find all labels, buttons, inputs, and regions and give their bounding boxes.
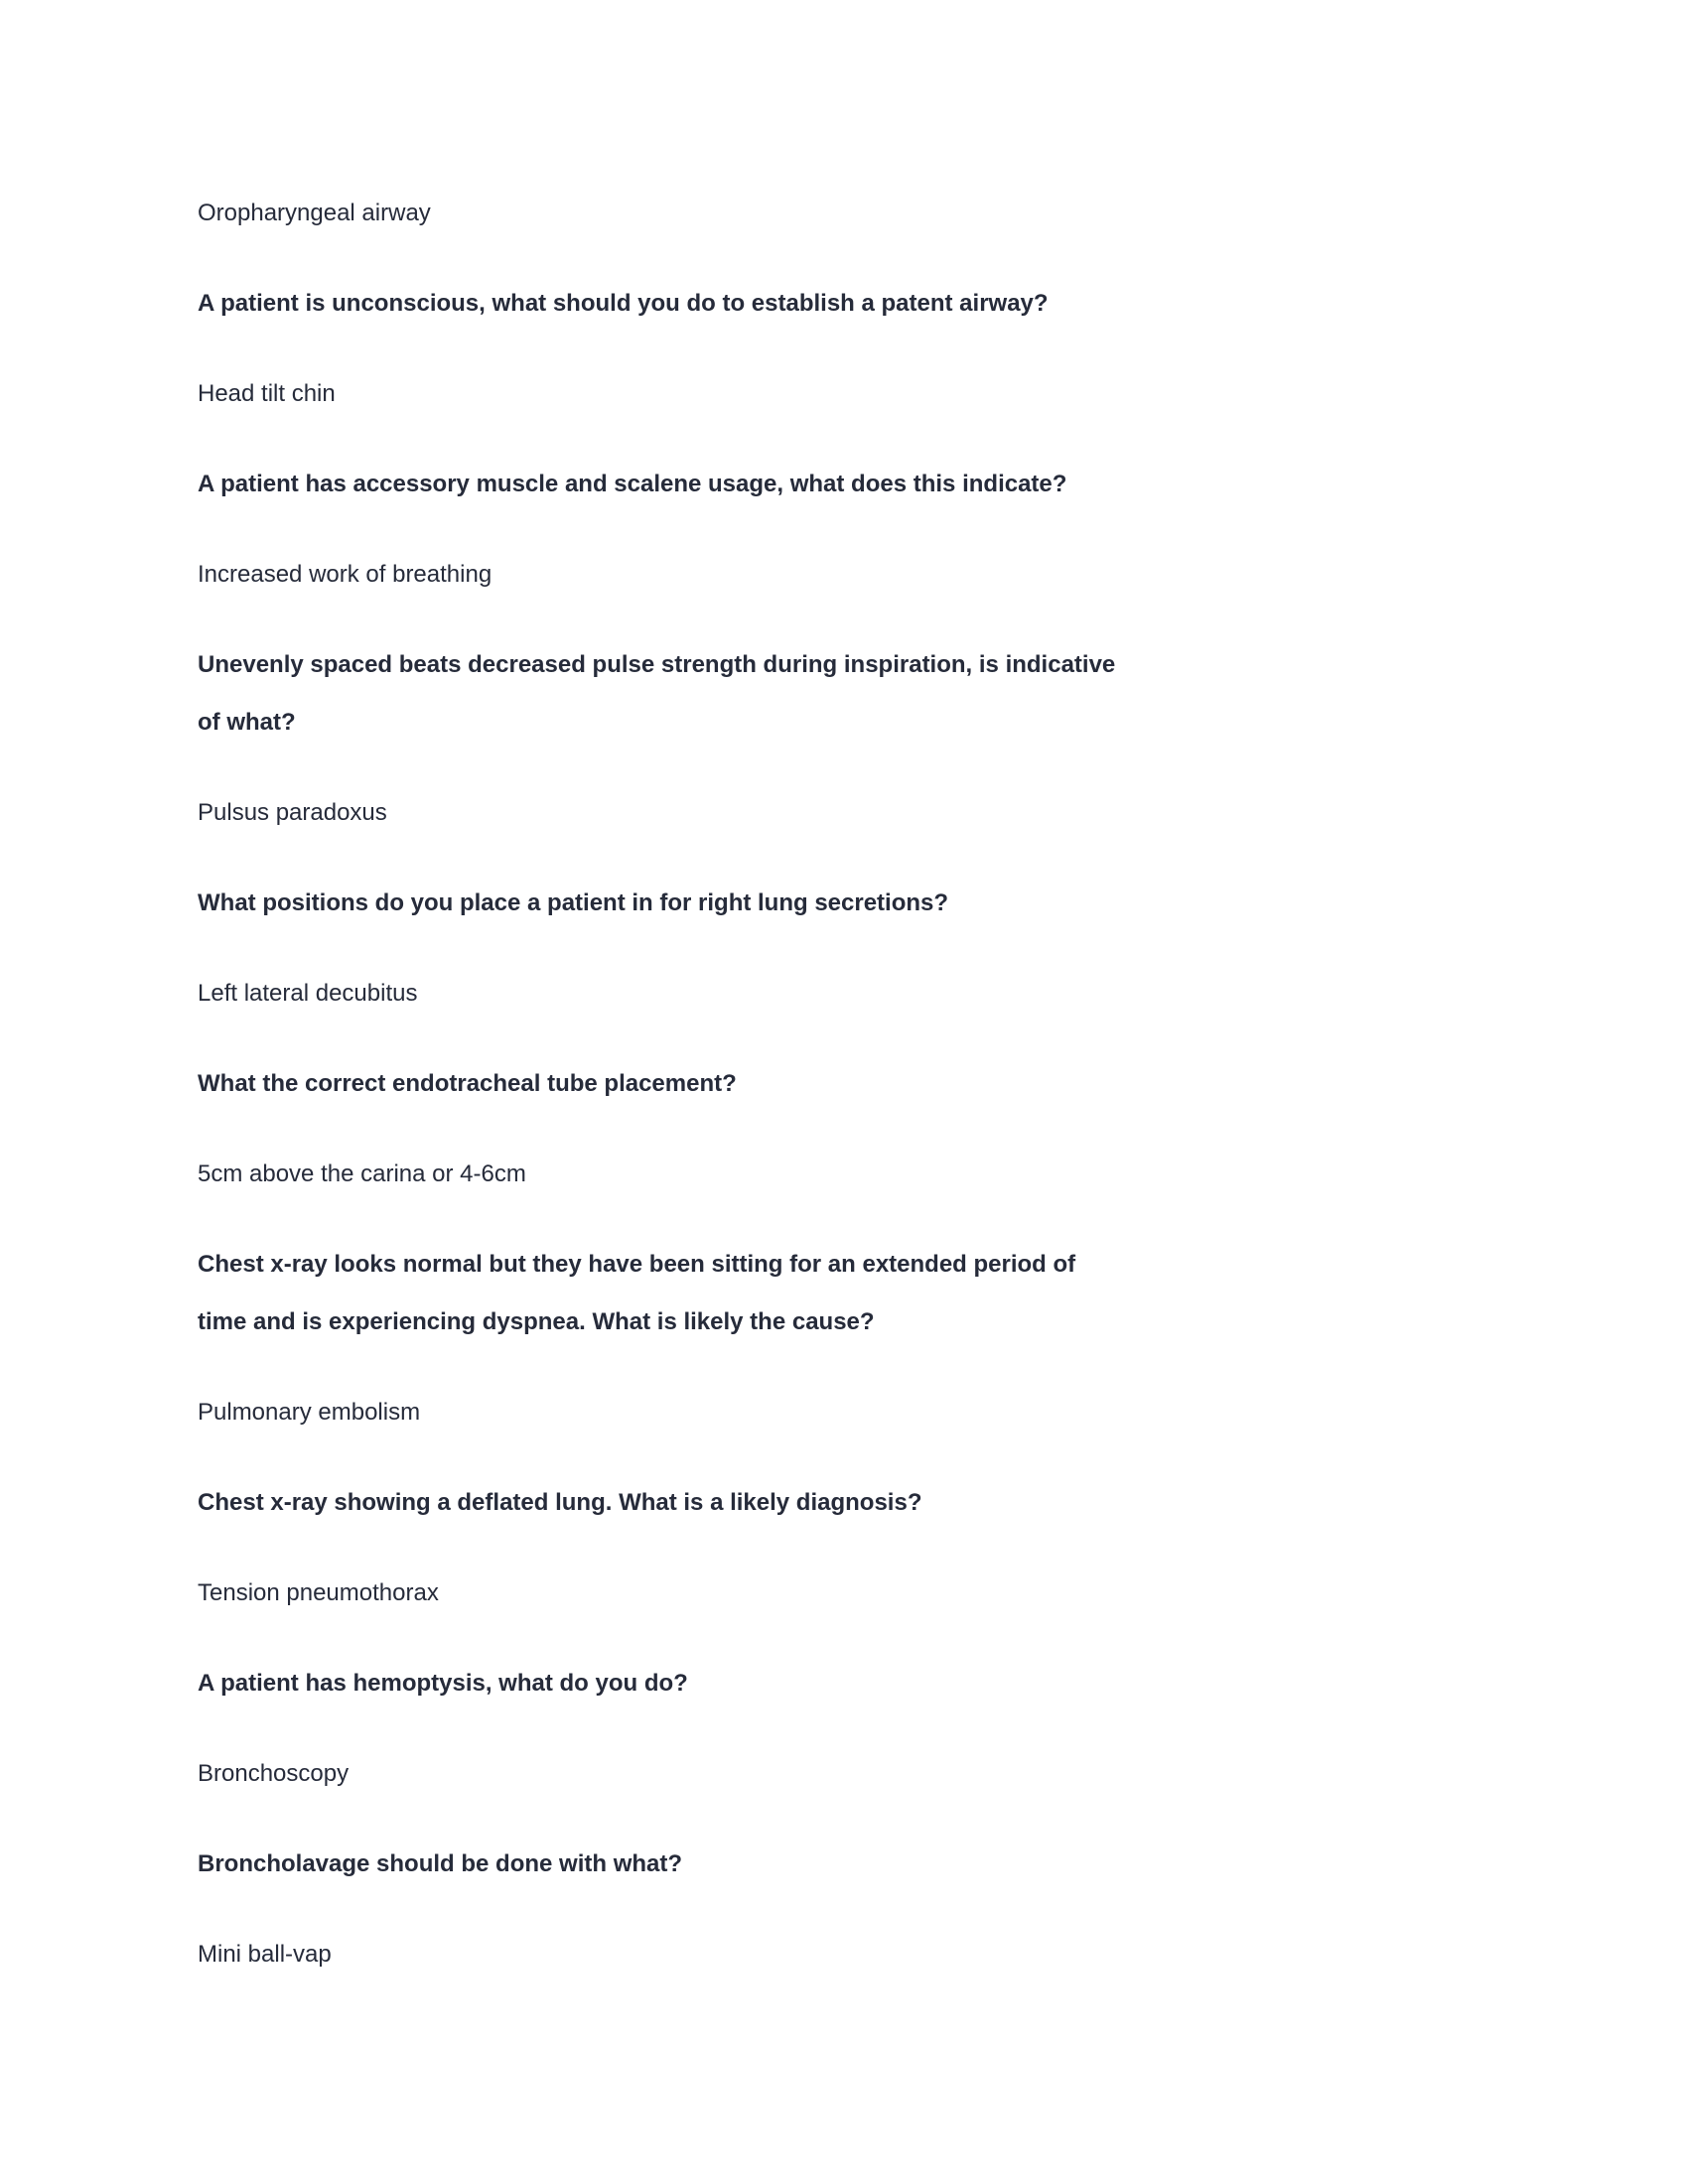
answer-text [198,1146,1498,1203]
answer-text [198,185,1498,242]
text-line: Oropharyngeal airway [198,200,431,226]
text-line: What positions do you place a patient in for right lung secretions? [198,889,949,916]
text-line: time and is experiencing dyspnea. What is likely the cause? [198,1308,875,1335]
question-text [198,1474,1498,1532]
question-text [198,456,1498,513]
text-line: A patient has hemoptysis, what do you do? [198,1670,688,1697]
text-line: Head tilt chin [198,380,336,407]
question-text [198,1655,1498,1712]
text-line: What the correct endotracheal tube placement? [198,1070,737,1097]
text-line: of what? [198,709,296,736]
answer-text [198,1926,1498,1983]
question-text [198,1055,1498,1113]
text-line: Unevenly spaced beats decreased pulse strength during inspiration, is indicative [198,651,1116,678]
text-line: Pulsus paradoxus [198,799,387,826]
question-text [198,1836,1498,1893]
text-line: A patient is unconscious, what should you do to establish a patent airway? [198,290,1049,317]
text-line: Left lateral decubitus [198,980,418,1007]
text-line: Increased work of breathing [198,561,492,588]
answer-text [198,365,1498,423]
document-page [198,185,1498,2016]
text-line: Bronchoscopy [198,1760,350,1787]
question-text [198,1236,1498,1351]
text-line: Mini ball-vap [198,1941,332,1968]
answer-text [198,1565,1498,1622]
question-text [198,275,1498,333]
question-text [198,636,1498,751]
text-line: A patient has accessory muscle and scalene usage, what does this indicate? [198,471,1067,497]
text-line: 5cm above the carina or 4-6cm [198,1160,526,1187]
answer-text [198,1384,1498,1441]
text-line: Chest x-ray showing a deflated lung. What is a likely diagnosis? [198,1489,922,1516]
text-line: Chest x-ray looks normal but they have been sitting for an extended period of [198,1251,1076,1278]
answer-text [198,965,1498,1023]
answer-text [198,546,1498,604]
answer-text [198,784,1498,842]
text-line: Tension pneumothorax [198,1579,439,1606]
answer-text [198,1745,1498,1803]
text-line: Pulmonary embolism [198,1399,421,1426]
text-line: Broncholavage should be done with what? [198,1850,683,1877]
question-text [198,875,1498,932]
